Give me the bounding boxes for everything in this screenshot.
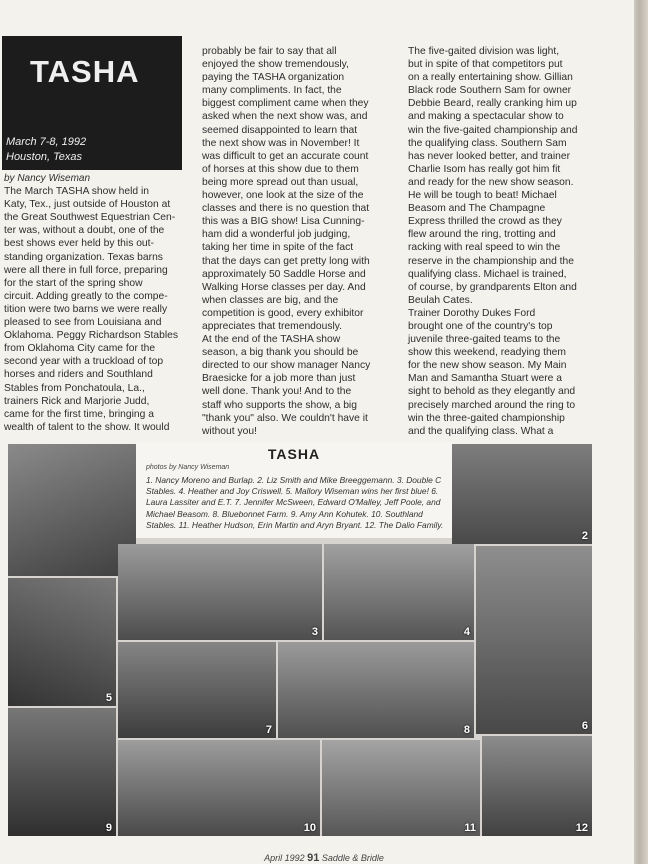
photo-8: [278, 642, 474, 738]
article-line: the Great Southwest Equestrian Cen-: [4, 212, 176, 224]
article-line: competition is good, every exhibitor: [202, 307, 364, 319]
article-line: pleased to see from Louisiana and: [4, 317, 162, 329]
article-line: directed to our show manager Nancy: [202, 360, 371, 372]
article-line: ter was, without a doubt, one of the: [4, 225, 165, 237]
article-line: for the start of the spring show: [4, 277, 143, 289]
article-line: The March TASHA show held in: [4, 186, 149, 198]
article-line: Oklahoma. Peggy Richardson Stables: [4, 330, 178, 342]
article-line: from Oklahoma City came for the: [4, 343, 156, 355]
photo-caption: 1. Nancy Moreno and Burlap. 2. Liz Smith and Mike Breeggemann. 3. Double C Stables. 4. Heather and Joy Criswell. 5. Mallory Wiseman wins her first blue! 6. Laura Lassiter and E.T. 7. Jennifer McSween, Edward O'Malley, Jeff Poole, and Michael Beasom. 8. Bluebonnet Farm. 9. Amy Ann Kohutek. 10. Southland Stables. 11. Heather Hudson, Erin Martin and Aryn Bryant. 12. The Dalio Family.: [146, 475, 444, 530]
article-line: and ready for the new show season.: [408, 176, 574, 188]
article-column-3: [408, 45, 577, 438]
article-line: precisely marched around the ring to: [408, 399, 576, 411]
article-line: circuit. Adding greatly to the compe-: [4, 290, 168, 302]
article-line: qualifying class. Michael is trained,: [408, 268, 567, 280]
article-line: show this weekend, readying them: [408, 347, 566, 359]
article-line: standing organization. Texas barns: [4, 251, 163, 263]
photo-4: [324, 544, 474, 640]
event-location: Houston, Texas: [6, 151, 83, 163]
article-line: Beasom and The Champagne: [408, 203, 546, 215]
photo-7: [118, 642, 276, 738]
article-line: paying the TASHA organization: [202, 72, 345, 84]
article-line: without you!: [202, 425, 257, 437]
photo-number: 2: [581, 530, 588, 542]
photo-12: [482, 736, 592, 836]
article-line: that the days can get pretty long with: [202, 255, 370, 267]
article-line: horses and riders and Southland: [4, 369, 153, 381]
article-line: of horses at this show due to them: [202, 163, 359, 175]
article-line: reserve in the championship and the: [408, 255, 574, 267]
article-line: tition were two barns we were really: [4, 303, 168, 315]
article-line: asked when the next show was, and: [202, 111, 368, 123]
article-line: Trainer Dorothy Dukes Ford: [408, 307, 536, 319]
article-line: best shows ever held by this out-: [4, 238, 154, 250]
article-line: for the new show season. My Main: [408, 360, 567, 372]
article-line: the next show was in November! It: [202, 137, 360, 149]
photo-5: [8, 578, 116, 706]
article-line: Black rode Southern Sam for owner: [408, 85, 572, 97]
article-line: biggest compliment came when they: [202, 98, 369, 110]
photo-number: 7: [265, 724, 272, 736]
photo-number: 9: [105, 822, 112, 834]
article-line: Katy, Tex., just outside of Houston at: [4, 199, 171, 211]
article-line: season, a big thank you should be: [202, 347, 359, 359]
photo-9: [8, 708, 116, 836]
article-line: juvenile three-gaited teams to the: [408, 334, 561, 346]
photo-number: 6: [581, 720, 588, 732]
photo-1: [8, 444, 136, 576]
article-line: Walking Horse classes per day. And: [202, 281, 366, 293]
photo-11: [322, 740, 480, 836]
article-column-2: [202, 45, 370, 438]
photo-number: 4: [463, 626, 470, 638]
article-line: Debbie Beard, really cranking him up: [408, 98, 577, 110]
page-number: 91: [307, 852, 320, 864]
page-footer: [0, 852, 648, 864]
article-line: came for the first time, bringing a: [4, 408, 154, 420]
article-line: racking with real speed to win the: [408, 242, 561, 254]
article-line: being more spread out than usual,: [202, 176, 359, 188]
article-line: flew around the ring, trotting and: [408, 229, 556, 241]
photo-number: 12: [575, 822, 588, 834]
photo-number: 5: [105, 692, 112, 704]
article-line: "thank you" also. We couldn't have it: [202, 412, 368, 424]
article-column-1: [4, 172, 178, 434]
photo-spread-title: TASHA: [267, 446, 321, 462]
article-line: Beulah Cates.: [408, 294, 473, 306]
article-line: wealth of talent to the show. It would: [4, 421, 170, 433]
article-line: many compliments. In fact, the: [202, 85, 342, 97]
page-edge: [634, 0, 648, 864]
article-line: probably be fair to say that all: [202, 46, 337, 57]
article-line: win the five-gaited championship and: [408, 124, 578, 136]
article-line: The five-gaited division was light,: [408, 46, 560, 57]
article-line: At the end of the TASHA show: [202, 334, 341, 346]
article-line: on a really entertaining show. Gillian: [408, 72, 573, 84]
byline: by Nancy Wiseman: [4, 173, 91, 184]
article-line: staff who supports the show, a big: [202, 399, 357, 411]
article-line: when classes are big, and the: [202, 294, 339, 306]
article-line: however, one look at the size of the: [202, 190, 364, 202]
article-line: He will be tough to beat! Michael: [408, 190, 557, 202]
article-line: enjoyed the show tremendously,: [202, 59, 349, 71]
article-line: of course, by grandparents Elton and: [408, 281, 577, 293]
photo-credit: photos by Nancy Wiseman: [146, 464, 230, 471]
article-line: the qualifying class. Southern Sam: [408, 137, 567, 149]
article-line: brought one of the country's top: [408, 320, 553, 332]
article-line: trainers Rick and Marjorie Judd,: [4, 395, 150, 407]
article-line: second year with a truckload of top: [4, 356, 164, 368]
footer-magazine: Saddle & Bridle: [321, 853, 384, 863]
article-line: has never looked better, and trainer: [408, 150, 570, 162]
article-line: Charlie Isom has really got him fit: [408, 163, 561, 175]
article-line: taking her time in spite of the fact: [202, 242, 354, 254]
article-line: but in spite of that competitors put: [408, 59, 563, 71]
article-line: Braesicke for a job more than just: [202, 373, 356, 385]
photo-6: [476, 546, 592, 734]
article-line: ham did a wonderful job judging,: [202, 229, 351, 241]
article-line: were all there in full force, preparing: [4, 264, 168, 276]
footer-month: April 1992: [264, 853, 305, 863]
article-title: TASHA: [30, 54, 140, 89]
article-line: Stables from Ponchatoula, La.,: [4, 382, 145, 394]
article-line: win the three-gaited championship: [408, 412, 565, 424]
photo-2: [452, 444, 592, 544]
photo-10: [118, 740, 320, 836]
article-line: and making a spectacular show to: [408, 111, 564, 123]
photo-number: 3: [311, 626, 318, 638]
article-line: appreciates that tremendously.: [202, 320, 343, 332]
title-box: [2, 36, 182, 170]
photo-caption-box: [136, 442, 452, 538]
article-line: and the qualifying class. What a: [408, 425, 554, 437]
article-line: classes and there is no question that: [202, 203, 370, 215]
article-line: was difficult to get an accurate count: [202, 150, 369, 162]
article-line: well done. Thank you! And to the: [202, 386, 352, 398]
photo-number: 8: [463, 724, 470, 736]
photo-number: 11: [464, 822, 476, 834]
article-line: sight to behold as they elegantly and: [408, 386, 576, 398]
article-line: seemed disappointed to learn that: [202, 124, 358, 136]
event-date: March 7-8, 1992: [6, 136, 87, 148]
photo-3: [118, 544, 322, 640]
article-line: Man and Samantha Stuart were a: [408, 373, 562, 385]
photo-number: 10: [303, 822, 316, 834]
article-line: this was a BIG show! Lisa Cunning-: [202, 216, 365, 228]
article-line: Express thrilled the crowd as they: [408, 216, 562, 228]
article-line: approximately 50 Saddle Horse and: [202, 268, 366, 280]
